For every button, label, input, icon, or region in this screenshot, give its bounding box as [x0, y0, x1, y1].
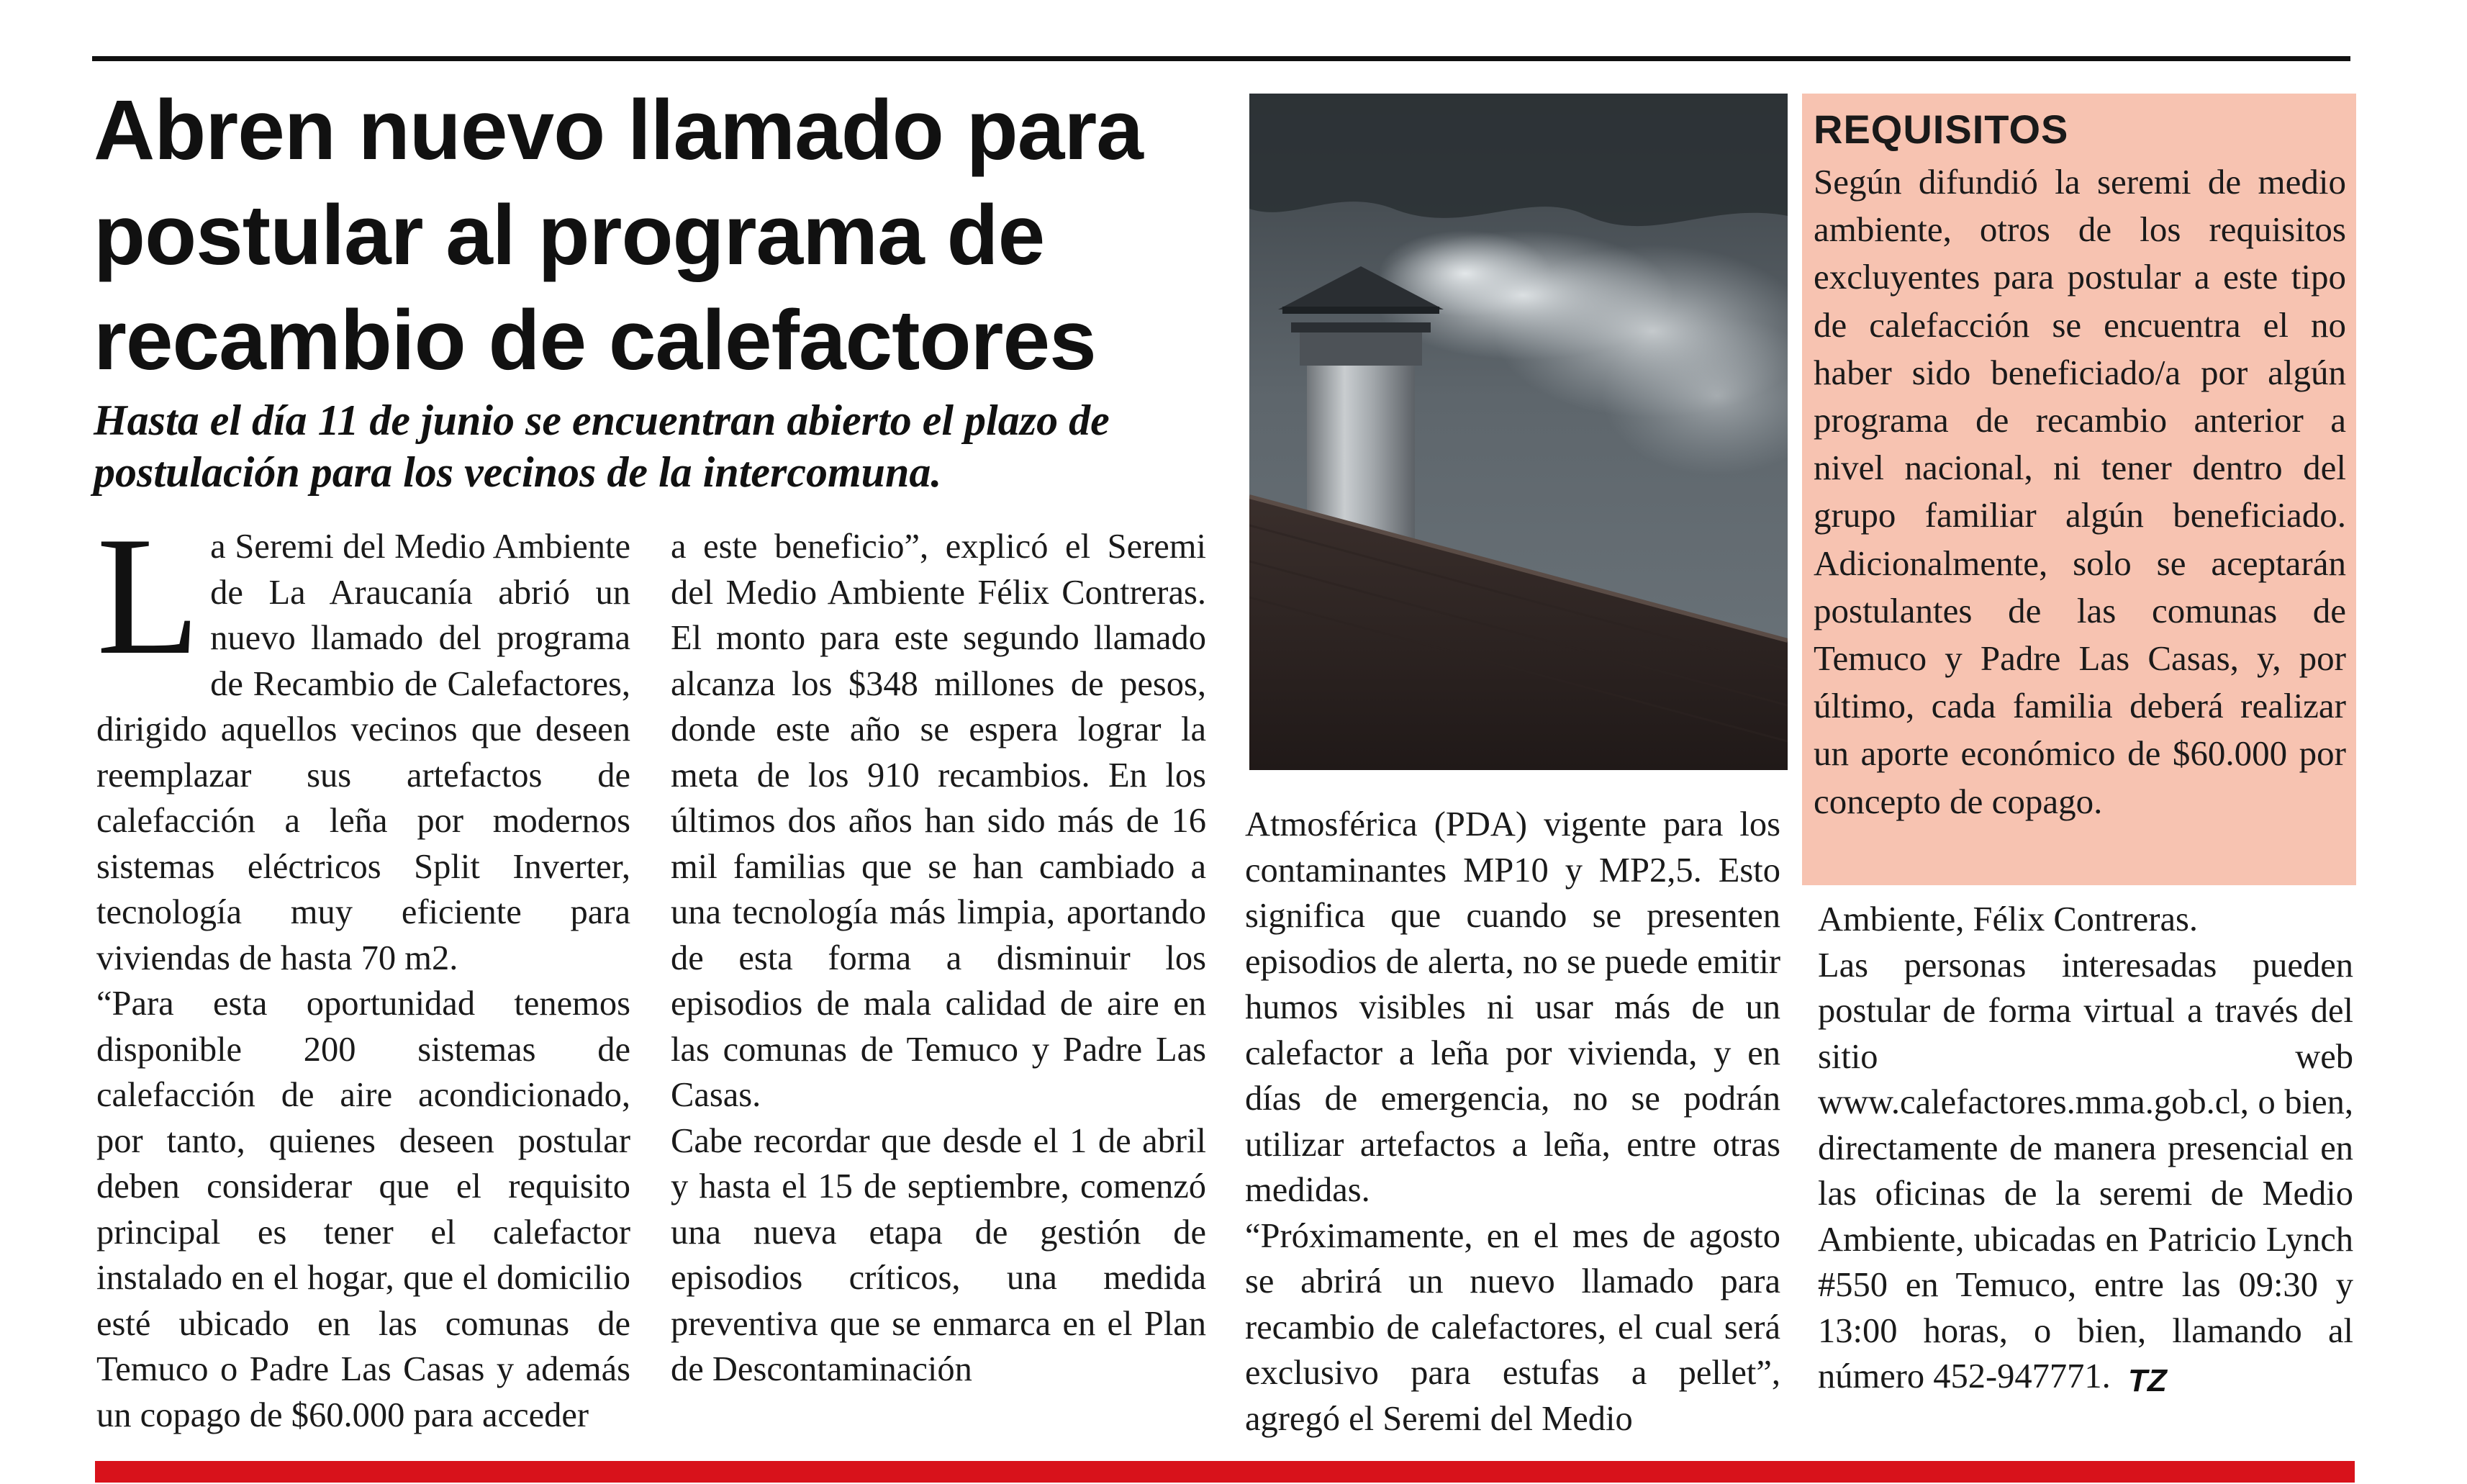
paragraph: Ambiente, Félix Contreras.: [1818, 900, 2199, 938]
photo-illustration: [1249, 94, 1788, 770]
headline: Abren nuevo llamado para postular al programa de recambio de calefactores: [94, 83, 1143, 388]
paragraph-text: a Seremi del Medio Ambiente de La Araucanía abrió un nuevo llamado del programa de Recambio de Calefactores, dirigido aquellos vecinos que deseen reemplazar sus artefactos de calefacción a leña por modernos sistemas eléctricos Split Inverter, tecnología muy eficiente para viviendas de hasta 70 m2.: [96, 528, 630, 977]
top-rule: [92, 56, 2350, 61]
article-column-1: [96, 502, 630, 1438]
article-column-3: [1245, 802, 1780, 1442]
paragraph: “Para esta oportunidad tenemos disponible 200 sistemas de calefacción de aire acondicionado, por tanto, quienes deseen postular deben considerar que el requisito principal es tener el calefactor instalado en el hogar, que el domicilio esté ubicado en las comunas de Temuco o Padre Las Casas y además un copago de $60.000 para acceder: [96, 985, 630, 1434]
paragraph: [1818, 943, 2353, 1400]
drop-cap: L: [96, 502, 201, 690]
publication-logo-icon: [2127, 1362, 2183, 1397]
article-column-4: [1818, 897, 2353, 1400]
bottom-red-rule: [95, 1461, 2355, 1483]
paragraph: [96, 502, 630, 981]
paragraph: Cabe recordar que desde el 1 de abril y hasta el 15 de septiembre, comenzó una nueva etapa de gestión de episodios críticos, una medida preventiva que se enmarca en el Plan de Descontaminación: [671, 1121, 1206, 1388]
subheadline: Hasta el día 11 de junio se encuentran abierto el plazo de postulación para los vecinos de la intercomuna.: [94, 397, 1110, 496]
requirements-sidebar: [1802, 94, 2356, 885]
paragraph: Atmosférica (PDA) vigente para los contaminantes MP10 y MP2,5. Esto significa que cuando se presenten episodios de alerta, no se puede emitir humos visibles ni usar más de un calefactor a leña por vivienda, y en días de emergencia, no se podrán utilizar artefactos a leña, entre otras medidas.: [1245, 805, 1780, 1209]
chimney-smoke-photo: [1249, 94, 1788, 770]
paragraph: “Próximamente, en el mes de agosto se abrirá un nuevo llamado para recambio de calefactores, el cual será exclusivo para estufas a pellet”, agregó el Seremi del Medio: [1245, 1216, 1780, 1438]
sidebar-body: Según difundió la seremi de medio ambiente, otros de los requisitos excluyentes para postular a este tipo de calefacción se encuentra el no haber sido beneficiado/a por algún programa de recambio anterior a nivel nacional, ni tener dentro del grupo familiar algún beneficiado. Adicionalmente, solo se aceptarán postulantes de las comunas de Temuco y Padre Las Casas, y, por último, cada familia deberá realizar un aporte económico de $60.000 por concepto de copago.: [1814, 162, 2346, 821]
article-column-2: [671, 524, 1206, 1393]
logo-text: TZ: [2127, 1362, 2167, 1397]
paragraph: a este beneficio”, explicó el Seremi del Medio Ambiente Félix Contreras. El monto para este segundo llamado alcanza los $348 millones de pesos, donde este año se espera lograr la meta de los 910 recambios. En los últimos dos años han sido más de 16 mil familias que se han cambiado a una tecnología más limpia, aportando de esta forma a disminuir los episodios de mala calidad de aire en las comunas de Temuco y Padre Las Casas.: [671, 528, 1206, 1114]
sidebar-title: REQUISITOS: [1814, 107, 2069, 152]
paragraph-text: Las personas interesadas pueden postular de forma virtual a través del sitio web www.calefactores.mma.gob.cl, o bien, directamente de manera presencial en las oficinas de la seremi de Medio Ambiente, ubicadas en Patricio Lynch #550 en Temuco, entre las 09:30 y 13:00 horas, o bien, llamando al número 452-947771.: [1818, 946, 2353, 1395]
